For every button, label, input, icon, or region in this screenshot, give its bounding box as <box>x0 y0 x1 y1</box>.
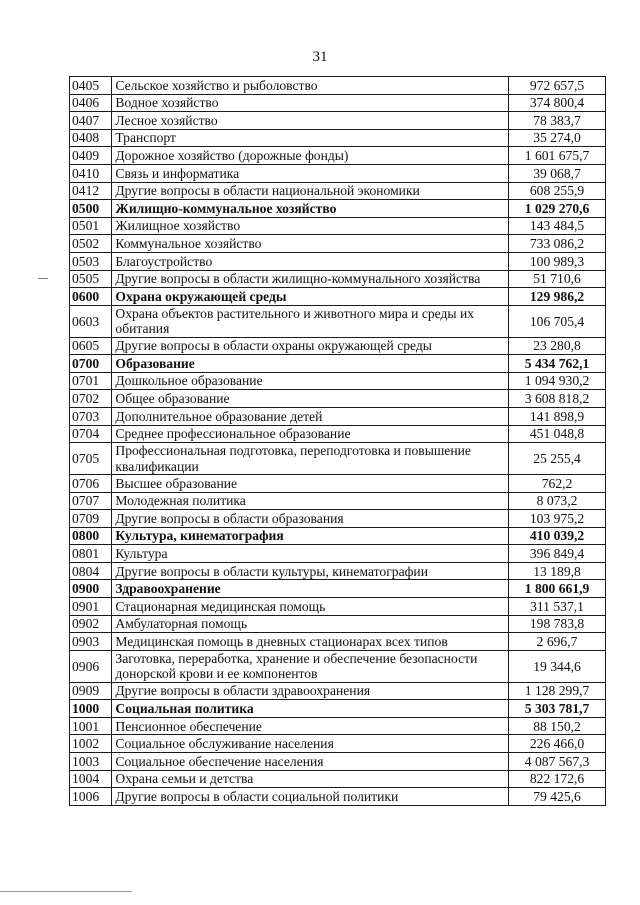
row-name: Водное хозяйство <box>112 94 509 112</box>
table-row <box>70 717 606 735</box>
row-amount: 1 800 661,9 <box>509 580 606 598</box>
row-name: Медицинская помощь в дневных стационарах всех типов <box>112 633 509 651</box>
row-name: Другие вопросы в области жилищно-коммунального хозяйства <box>112 270 509 288</box>
row-name: Связь и информатика <box>112 164 509 182</box>
table-row <box>70 615 606 633</box>
row-amount: 311 537,1 <box>509 598 606 616</box>
table-row <box>70 217 606 235</box>
row-name: Здравоохранение <box>112 580 509 598</box>
row-code: 0408 <box>70 129 112 147</box>
row-amount: 2 696,7 <box>509 633 606 651</box>
table-row <box>70 492 606 510</box>
row-name: Другие вопросы в области образования <box>112 510 509 528</box>
table-row <box>70 372 606 390</box>
row-code: 0505 <box>70 270 112 288</box>
row-amount: 106 705,4 <box>509 305 606 337</box>
table-section-row <box>70 527 606 545</box>
table-row <box>70 753 606 771</box>
row-name: Другие вопросы в области национальной экономики <box>112 182 509 200</box>
row-code: 0410 <box>70 164 112 182</box>
row-code: 0705 <box>70 443 112 475</box>
table-row <box>70 270 606 288</box>
row-code: 0909 <box>70 682 112 700</box>
row-amount: 88 150,2 <box>509 717 606 735</box>
row-code: 0901 <box>70 598 112 616</box>
table-row <box>70 407 606 425</box>
row-name: Культура <box>112 545 509 563</box>
row-name: Жилищное хозяйство <box>112 217 509 235</box>
row-code: 0703 <box>70 407 112 425</box>
budget-table <box>69 76 606 806</box>
row-amount: 13 189,8 <box>509 562 606 580</box>
table-row <box>70 164 606 182</box>
row-name: Профессиональная подготовка, переподготовка и повышение квалификации <box>112 443 509 475</box>
table-row <box>70 545 606 563</box>
table-section-row <box>70 580 606 598</box>
row-code: 0800 <box>70 527 112 545</box>
row-code: 0605 <box>70 337 112 355</box>
row-code: 0406 <box>70 94 112 112</box>
row-code: 0801 <box>70 545 112 563</box>
row-amount: 410 039,2 <box>509 527 606 545</box>
row-code: 0906 <box>70 650 112 682</box>
table-section-row <box>70 700 606 718</box>
table-row <box>70 510 606 528</box>
row-amount: 1 128 299,7 <box>509 682 606 700</box>
row-code: 0706 <box>70 474 112 492</box>
row-code: 0702 <box>70 390 112 408</box>
table-section-row <box>70 288 606 306</box>
row-code: 0902 <box>70 615 112 633</box>
table-row <box>70 337 606 355</box>
table-row <box>70 735 606 753</box>
row-name: Амбулаторная помощь <box>112 615 509 633</box>
table-row <box>70 650 606 682</box>
table-row <box>70 252 606 270</box>
row-name: Молодежная политика <box>112 492 509 510</box>
row-code: 0903 <box>70 633 112 651</box>
row-name: Другие вопросы в области охраны окружающей среды <box>112 337 509 355</box>
row-code: 0502 <box>70 235 112 253</box>
row-name: Социальное обеспечение населения <box>112 753 509 771</box>
row-amount: 8 073,2 <box>509 492 606 510</box>
row-amount: 198 783,8 <box>509 615 606 633</box>
row-name: Пенсионное обеспечение <box>112 717 509 735</box>
row-name: Охрана объектов растительного и животного мира и среды их обитания <box>112 305 509 337</box>
row-amount: 35 274,0 <box>509 129 606 147</box>
row-code: 0405 <box>70 77 112 95</box>
row-code: 1001 <box>70 717 112 735</box>
table-section-row <box>70 200 606 218</box>
row-name: Среднее профессиональное образование <box>112 425 509 443</box>
table-row <box>70 390 606 408</box>
row-code: 0700 <box>70 355 112 373</box>
row-amount: 374 800,4 <box>509 94 606 112</box>
table-row <box>70 425 606 443</box>
row-amount: 51 710,6 <box>509 270 606 288</box>
row-code: 0709 <box>70 510 112 528</box>
table-row <box>70 443 606 475</box>
row-code: 1006 <box>70 788 112 806</box>
row-code: 1002 <box>70 735 112 753</box>
row-amount: 103 975,2 <box>509 510 606 528</box>
row-name: Культура, кинематография <box>112 527 509 545</box>
table-row <box>70 633 606 651</box>
row-name: Жилищно-коммунальное хозяйство <box>112 200 509 218</box>
table-row <box>70 788 606 806</box>
row-amount: 79 425,6 <box>509 788 606 806</box>
row-amount: 226 466,0 <box>509 735 606 753</box>
row-amount: 822 172,6 <box>509 770 606 788</box>
table-row <box>70 129 606 147</box>
row-name: Дополнительное образование детей <box>112 407 509 425</box>
row-code: 0500 <box>70 200 112 218</box>
row-amount: 1 601 675,7 <box>509 147 606 165</box>
table-row <box>70 562 606 580</box>
row-code: 0603 <box>70 305 112 337</box>
table-row <box>70 147 606 165</box>
row-code: 1003 <box>70 753 112 771</box>
row-amount: 396 849,4 <box>509 545 606 563</box>
row-name: Дошкольное образование <box>112 372 509 390</box>
row-amount: 5 303 781,7 <box>509 700 606 718</box>
row-amount: 25 255,4 <box>509 443 606 475</box>
table-row <box>70 182 606 200</box>
row-amount: 1 029 270,6 <box>509 200 606 218</box>
row-name: Охрана семьи и детства <box>112 770 509 788</box>
row-name: Коммунальное хозяйство <box>112 235 509 253</box>
row-code: 0600 <box>70 288 112 306</box>
row-name: Благоустройство <box>112 252 509 270</box>
row-code: 0704 <box>70 425 112 443</box>
table-row <box>70 682 606 700</box>
table-row <box>70 77 606 95</box>
row-amount: 100 989,3 <box>509 252 606 270</box>
page-number: 31 <box>312 49 328 65</box>
row-code: 0804 <box>70 562 112 580</box>
row-amount: 733 086,2 <box>509 235 606 253</box>
row-name: Транспорт <box>112 129 509 147</box>
row-code: 0707 <box>70 492 112 510</box>
margin-mark <box>38 278 48 279</box>
table-row <box>70 474 606 492</box>
row-amount: 39 068,7 <box>509 164 606 182</box>
row-amount: 762,2 <box>509 474 606 492</box>
budget-table-body <box>70 77 606 806</box>
row-amount: 19 344,6 <box>509 650 606 682</box>
row-amount: 23 280,8 <box>509 337 606 355</box>
row-amount: 4 087 567,3 <box>509 753 606 771</box>
row-name: Охрана окружающей среды <box>112 288 509 306</box>
row-amount: 972 657,5 <box>509 77 606 95</box>
row-name: Сельское хозяйство и рыболовство <box>112 77 509 95</box>
bottom-rule <box>0 891 132 892</box>
table-row <box>70 305 606 337</box>
row-name: Образование <box>112 355 509 373</box>
row-code: 0407 <box>70 112 112 130</box>
row-amount: 3 608 818,2 <box>509 390 606 408</box>
row-name: Другие вопросы в области культуры, кинематографии <box>112 562 509 580</box>
table-section-row <box>70 355 606 373</box>
row-amount: 141 898,9 <box>509 407 606 425</box>
row-amount: 129 986,2 <box>509 288 606 306</box>
row-amount: 5 434 762,1 <box>509 355 606 373</box>
table-row <box>70 598 606 616</box>
row-name: Высшее образование <box>112 474 509 492</box>
table-row <box>70 112 606 130</box>
table-row <box>70 235 606 253</box>
row-code: 1000 <box>70 700 112 718</box>
row-amount: 451 048,8 <box>509 425 606 443</box>
row-code: 0701 <box>70 372 112 390</box>
row-code: 0900 <box>70 580 112 598</box>
row-amount: 143 484,5 <box>509 217 606 235</box>
row-name: Общее образование <box>112 390 509 408</box>
row-name: Дорожное хозяйство (дорожные фонды) <box>112 147 509 165</box>
table-row <box>70 94 606 112</box>
row-name: Другие вопросы в области здравоохранения <box>112 682 509 700</box>
row-name: Другие вопросы в области социальной политики <box>112 788 509 806</box>
row-code: 0409 <box>70 147 112 165</box>
row-code: 0503 <box>70 252 112 270</box>
row-amount: 608 255,9 <box>509 182 606 200</box>
row-amount: 1 094 930,2 <box>509 372 606 390</box>
row-amount: 78 383,7 <box>509 112 606 130</box>
row-code: 0501 <box>70 217 112 235</box>
row-code: 0412 <box>70 182 112 200</box>
row-name: Стационарная медицинская помощь <box>112 598 509 616</box>
row-name: Лесное хозяйство <box>112 112 509 130</box>
table-row <box>70 770 606 788</box>
row-name: Социальная политика <box>112 700 509 718</box>
row-name: Социальное обслуживание населения <box>112 735 509 753</box>
row-name: Заготовка, переработка, хранение и обеспечение безопасности донорской крови и ее компонентов <box>112 650 509 682</box>
row-code: 1004 <box>70 770 112 788</box>
